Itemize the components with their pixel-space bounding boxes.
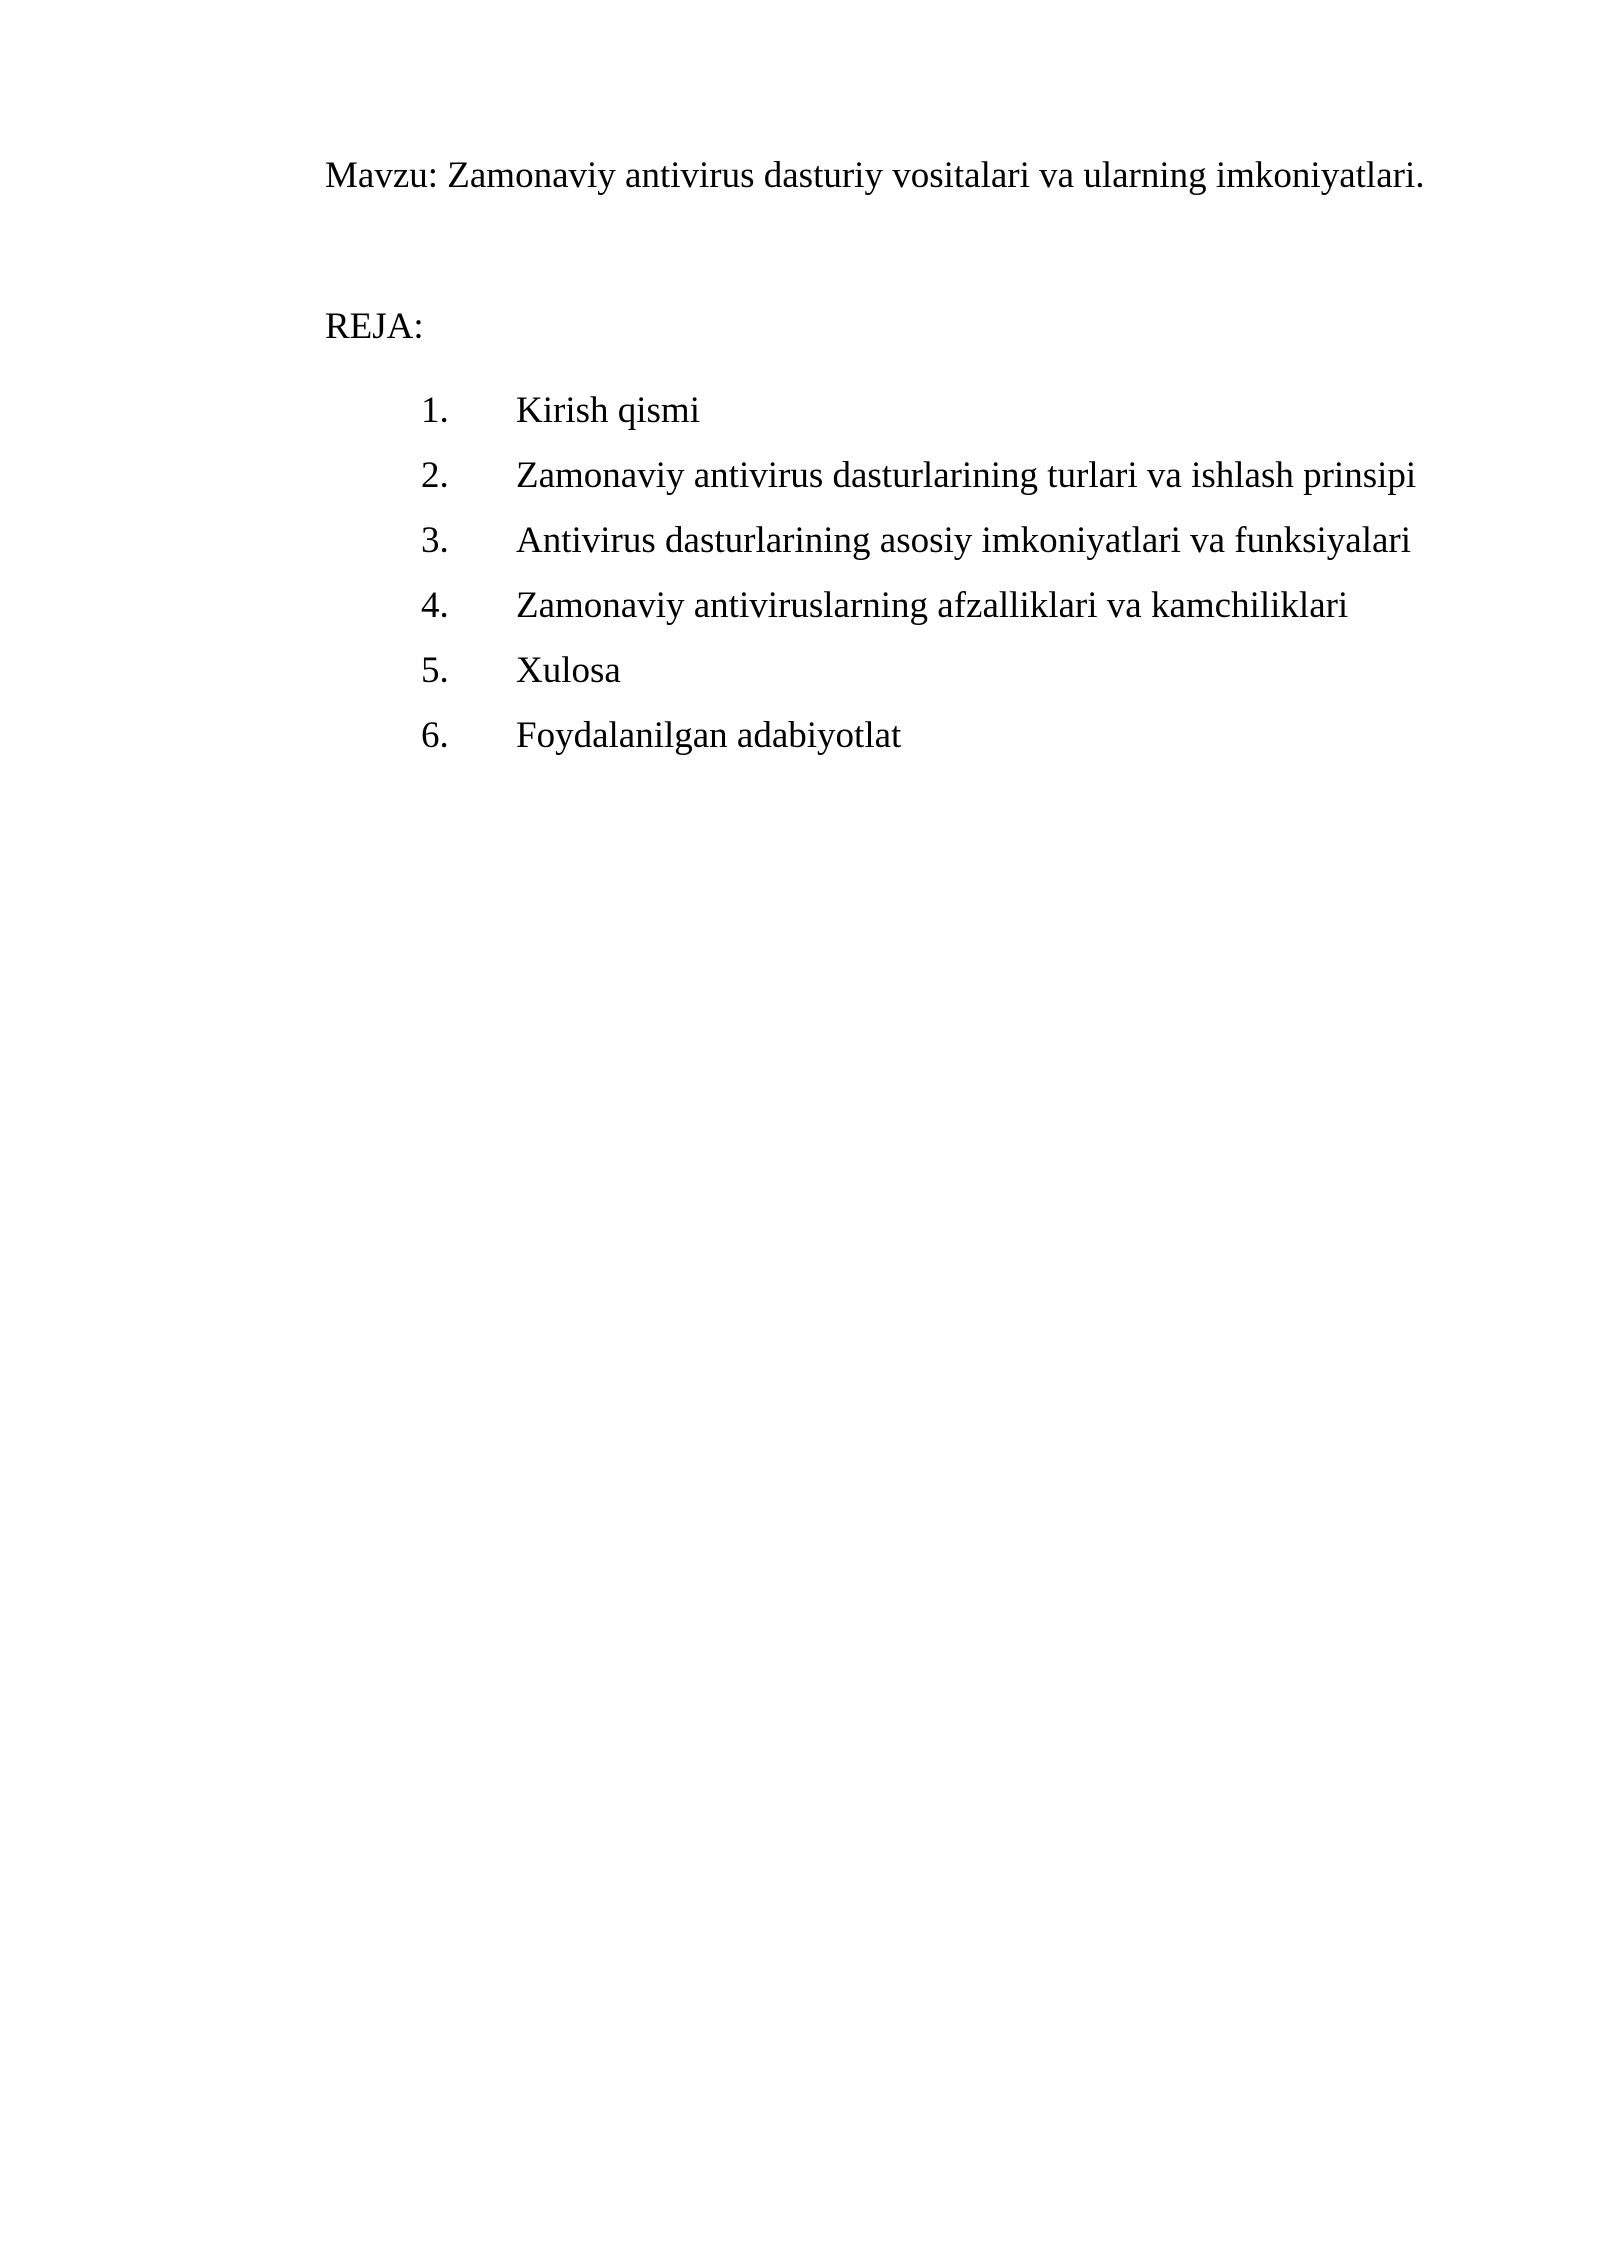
plan-item-text: Zamonaviy antivirus dasturlarining turlari va ishlash prinsipi bbox=[516, 455, 1417, 496]
plan-item-text: Kirish qismi bbox=[516, 390, 700, 431]
plan-item-number: 5. bbox=[421, 650, 449, 691]
plan-item-text: Xulosa bbox=[516, 650, 621, 691]
plan-item-text: Zamonaviy antiviruslarning afzalliklari va kamchiliklari bbox=[516, 585, 1349, 626]
plan-item-number: 2. bbox=[421, 455, 449, 496]
topic-title: Mavzu: Zamonaviy antivirus dasturiy vositalari va ularning imkoniyatlari. bbox=[325, 155, 1425, 196]
plan-item-text: Foydalanilgan adabiyotlat bbox=[516, 715, 902, 756]
plan-item-number: 3. bbox=[421, 520, 449, 561]
plan-item-number: 6. bbox=[421, 715, 449, 756]
plan-item-number: 1. bbox=[421, 390, 449, 431]
plan-heading: REJA: bbox=[325, 306, 424, 347]
plan-item-text: Antivirus dasturlarining asosiy imkoniyatlari va funksiyalari bbox=[516, 520, 1412, 561]
plan-item-number: 4. bbox=[421, 585, 449, 626]
